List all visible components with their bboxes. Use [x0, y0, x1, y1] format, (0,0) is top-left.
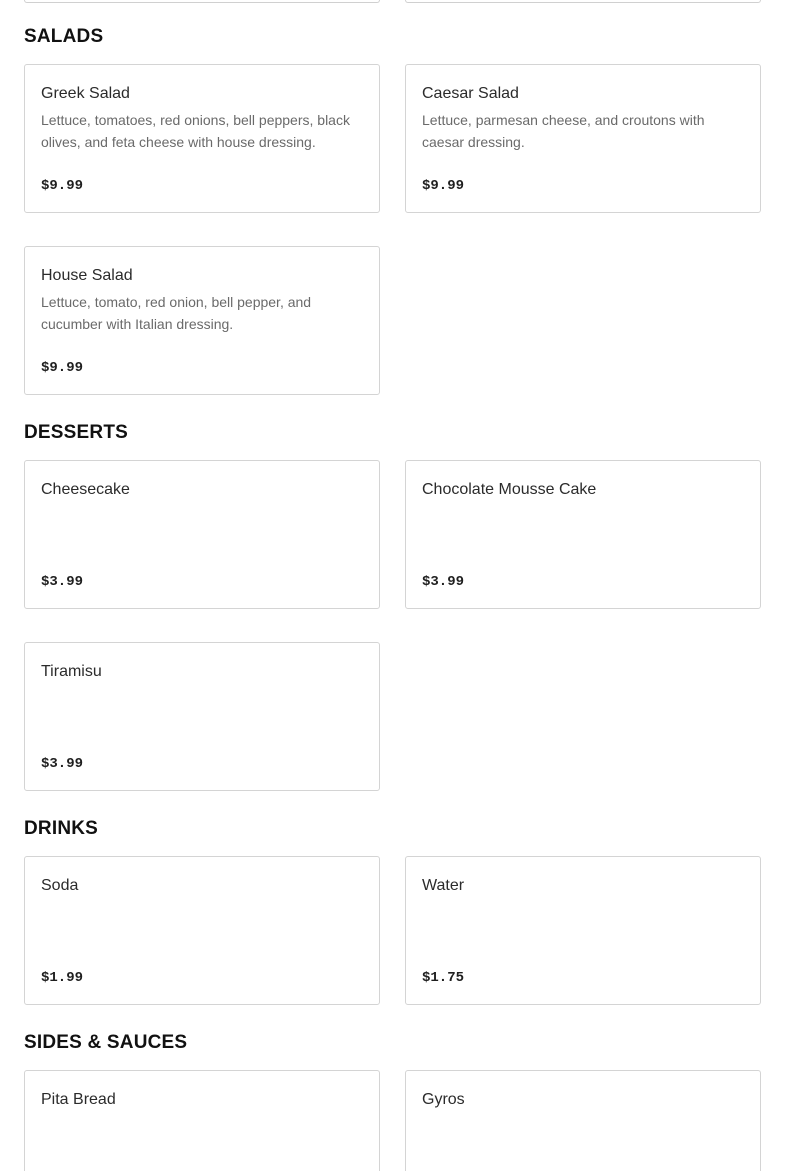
menu-item-card-tiramisu[interactable]: [24, 642, 380, 791]
item-description: Lettuce, tomato, red onion, bell pepper, and cucumber with Italian dressing.: [41, 294, 312, 332]
item-price: $9.99: [422, 178, 465, 194]
card-partial-top-left[interactable]: [24, 0, 380, 3]
menu-item-card-greek-salad[interactable]: [24, 64, 380, 213]
item-name: Cheesecake: [41, 481, 130, 498]
menu-item-card-house-salad[interactable]: [24, 246, 380, 395]
menu-item-card-gyros[interactable]: [405, 1070, 761, 1171]
menu-item-card-chocolate-mousse-cake[interactable]: [405, 460, 761, 609]
item-price: $9.99: [41, 360, 84, 376]
section-heading-desserts: DESSERTS: [24, 422, 129, 443]
item-name: Gyros: [422, 1091, 465, 1108]
item-name: Caesar Salad: [422, 85, 519, 102]
menu-item-card-caesar-salad[interactable]: [405, 64, 761, 213]
section-heading-drinks: DRINKS: [24, 818, 99, 839]
menu-item-card-cheesecake[interactable]: [24, 460, 380, 609]
menu-item-card-pita-bread[interactable]: [24, 1070, 380, 1171]
item-price: $1.99: [41, 970, 84, 986]
item-name: Greek Salad: [41, 85, 130, 102]
item-name: Tiramisu: [41, 663, 102, 680]
section-heading-salads: SALADS: [24, 26, 104, 47]
item-price: $3.99: [41, 574, 84, 590]
item-price: $1.75: [422, 970, 465, 986]
menu-item-card-water[interactable]: [405, 856, 761, 1005]
menu-item-card-soda[interactable]: [24, 856, 380, 1005]
item-name: Pita Bread: [41, 1091, 116, 1108]
item-price: $3.99: [41, 756, 84, 772]
item-name: Soda: [41, 877, 79, 894]
section-heading-sides-sauces: SIDES & SAUCES: [24, 1032, 188, 1053]
card-partial-top-right[interactable]: [405, 0, 761, 3]
item-price: $3.99: [422, 574, 465, 590]
item-price: $9.99: [41, 178, 84, 194]
item-name: House Salad: [41, 267, 133, 284]
item-name: Chocolate Mousse Cake: [422, 481, 597, 498]
item-description: Lettuce, tomatoes, red onions, bell peppers, black olives, and feta cheese with house dressing.: [41, 112, 350, 150]
item-description: Lettuce, parmesan cheese, and croutons with caesar dressing.: [422, 112, 705, 150]
item-name: Water: [422, 877, 465, 894]
